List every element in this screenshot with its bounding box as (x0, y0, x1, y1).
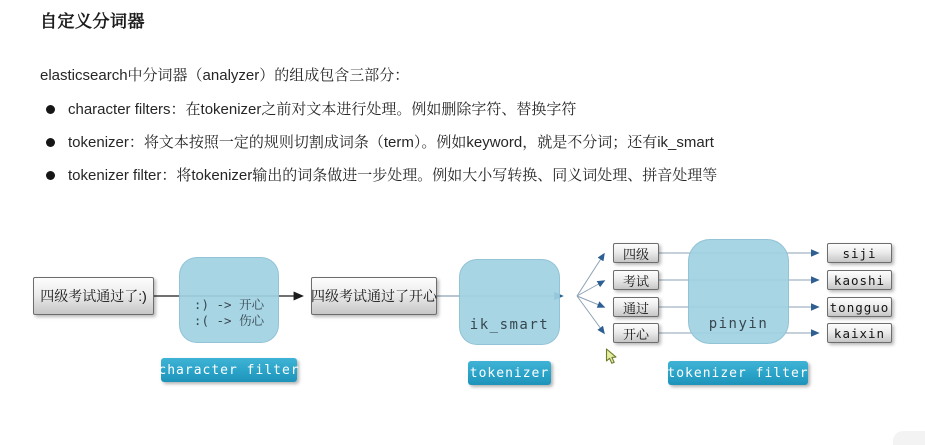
rule-frown: :( -> 伤心 (193, 313, 265, 328)
mouse-cursor-icon (605, 348, 619, 366)
intermediate-text-box: 四级考试通过了开心 (311, 277, 437, 315)
token-box-3: 通过 (613, 297, 659, 317)
token-filter-box (688, 239, 789, 344)
bullet-text: tokenizer filter：将tokenizer输出的词条做进一步处理。例如大小写转换、同义词处理、拼音处理等 (68, 167, 718, 184)
bullet-text: character filters：在tokenizer之前对文本进行处理。例如删除字符、替换字符 (68, 101, 577, 118)
tokenizer-box (459, 259, 560, 345)
token-box-1: 四级 (613, 243, 659, 263)
output-box-2: kaoshi (827, 270, 892, 290)
token-filter-name: pinyin (708, 316, 769, 332)
output-box-3: tongguo (827, 297, 892, 317)
tokenizer-label: tokenizer (468, 361, 551, 385)
tokenizer-name: ik_smart (469, 317, 550, 333)
input-text-box: 四级考试通过了:) (33, 277, 154, 315)
rule-smile: :) -> 开心 (193, 297, 265, 312)
token-box-4: 开心 (613, 323, 659, 343)
character-filter-box (179, 257, 279, 343)
token-box-2: 考试 (613, 270, 659, 290)
output-box-1: siji (827, 243, 892, 263)
bullet-text: tokenizer：将文本按照一定的规则切割成词条（term）。例如keyword，就是不分词；还有ik_smart (68, 134, 714, 151)
character-filter-label: character filter (161, 358, 297, 382)
token-filter-label: tokenizer filter (668, 361, 808, 385)
page-title: 自定义分词器 (40, 12, 145, 31)
intro-text: elasticsearch中分词器（analyzer）的组成包含三部分： (40, 67, 410, 84)
character-filter-rules (180, 297, 278, 329)
output-box-4: kaixin (827, 323, 892, 343)
